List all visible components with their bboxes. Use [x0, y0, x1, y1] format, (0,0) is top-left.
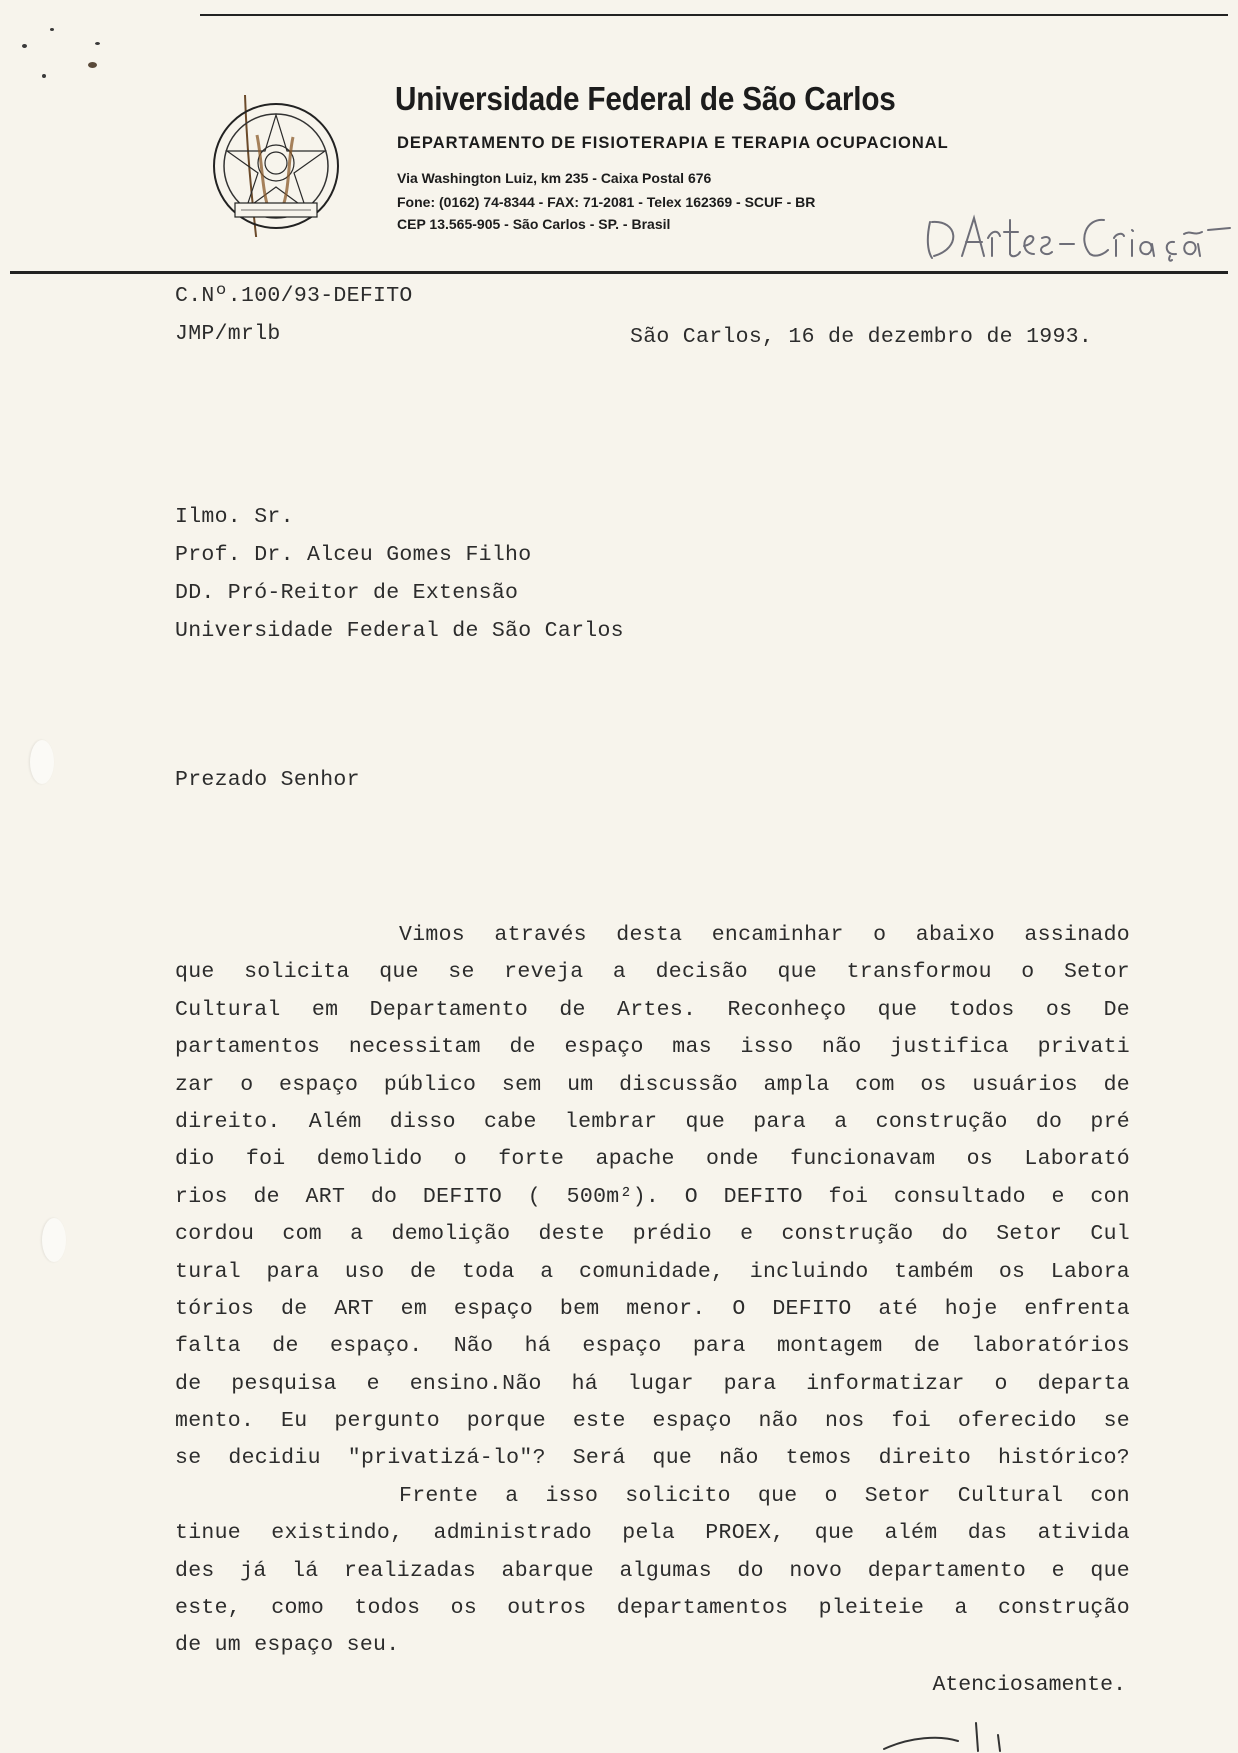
letter-body	[175, 917, 1130, 1665]
paper-speck	[88, 62, 97, 68]
recipient-position: DD. Pró-Reitor de Extensão	[175, 581, 519, 605]
body-line: Cultural em Departamento de Artes. Reconheço que todos os De	[175, 997, 1130, 1022]
body-line: de um espaço seu.	[175, 1633, 400, 1658]
body-line: tórios de ART em espaço bem menor. O DEFITO até hoje enfrenta	[175, 1296, 1130, 1321]
paper-speck	[95, 42, 100, 45]
signature-mark	[880, 1715, 1020, 1753]
recipient-name: Prof. Dr. Alceu Gomes Filho	[175, 543, 532, 567]
department-name: DEPARTAMENTO DE FISIOTERAPIA E TERAPIA OCUPACIONAL	[397, 134, 949, 152]
postal-line: CEP 13.565-905 - São Carlos - SP. - Brasil	[397, 216, 671, 232]
paper-speck	[22, 44, 27, 48]
university-seal-icon	[205, 95, 347, 237]
body-line: rios de ART do DEFITO ( 500m²). O DEFITO foi consultado e con	[175, 1184, 1130, 1209]
body-line: se decidiu "privatizá-lo"? Será que não temos direito histórico?	[175, 1446, 1130, 1471]
body-line: tural para uso de toda a comunidade, incluindo também os Labora	[175, 1259, 1130, 1284]
recipient-title: Ilmo. Sr.	[175, 505, 294, 529]
body-line: falta de espaço. Não há espaço para montagem de laboratórios	[175, 1334, 1130, 1359]
letter-date: São Carlos, 16 de dezembro de 1993.	[630, 325, 1093, 349]
punch-hole	[42, 1218, 66, 1262]
greeting: Prezado Senhor	[175, 768, 360, 792]
recipient-institution: Universidade Federal de São Carlos	[175, 619, 624, 643]
letterhead-divider	[10, 271, 1228, 274]
paper-speck	[50, 28, 54, 31]
closing: Atenciosamente.	[932, 1673, 1126, 1697]
body-line: que solicita que se reveja a decisão que transformou o Setor	[175, 960, 1130, 985]
body-line: cordou com a demolição deste prédio e construção do Setor Cul	[175, 1222, 1130, 1247]
body-line: tinue existindo, administrado pela PROEX, que além das ativida	[175, 1521, 1130, 1546]
body-line: este, como todos os outros departamentos pleiteie a construção	[175, 1596, 1130, 1621]
body-line: dio foi demolido o forte apache onde funcionavam os Laborató	[175, 1147, 1130, 1172]
university-name: Universidade Federal de São Carlos	[395, 80, 896, 117]
body-line: direito. Além disso cabe lembrar que para a construção do pré	[175, 1109, 1130, 1134]
top-rule	[200, 14, 1228, 16]
body-line: des já lá realizadas abarque algumas do novo departamento e que	[175, 1558, 1130, 1583]
body-line: Vimos através desta encaminhar o abaixo assinado	[399, 923, 1130, 947]
punch-hole	[30, 740, 54, 784]
contact-line: Fone: (0162) 74-8344 - FAX: 71-2081 - Telex 162369 - SCUF - BR	[397, 194, 816, 210]
body-line: Frente a isso solicito que o Setor Cultural con	[399, 1483, 1130, 1508]
letter-reference-number: C.Nº.100/93-DEFITO	[175, 284, 413, 308]
body-line: partamentos necessitam de espaço mas isso não justifica privati	[175, 1035, 1130, 1060]
typist-initials: JMP/mrlb	[175, 322, 281, 346]
handwritten-annotation	[918, 200, 1233, 270]
address-line: Via Washington Luiz, km 235 - Caixa Postal 676	[397, 170, 712, 186]
paper-speck	[42, 74, 46, 78]
body-line: zar o espaço público sem um discussão ampla com os usuários de	[175, 1072, 1130, 1097]
body-line: de pesquisa e ensino.Não há lugar para informatizar o departa	[175, 1371, 1130, 1396]
body-line: mento. Eu pergunto porque este espaço não nos foi oferecido se	[175, 1409, 1130, 1434]
